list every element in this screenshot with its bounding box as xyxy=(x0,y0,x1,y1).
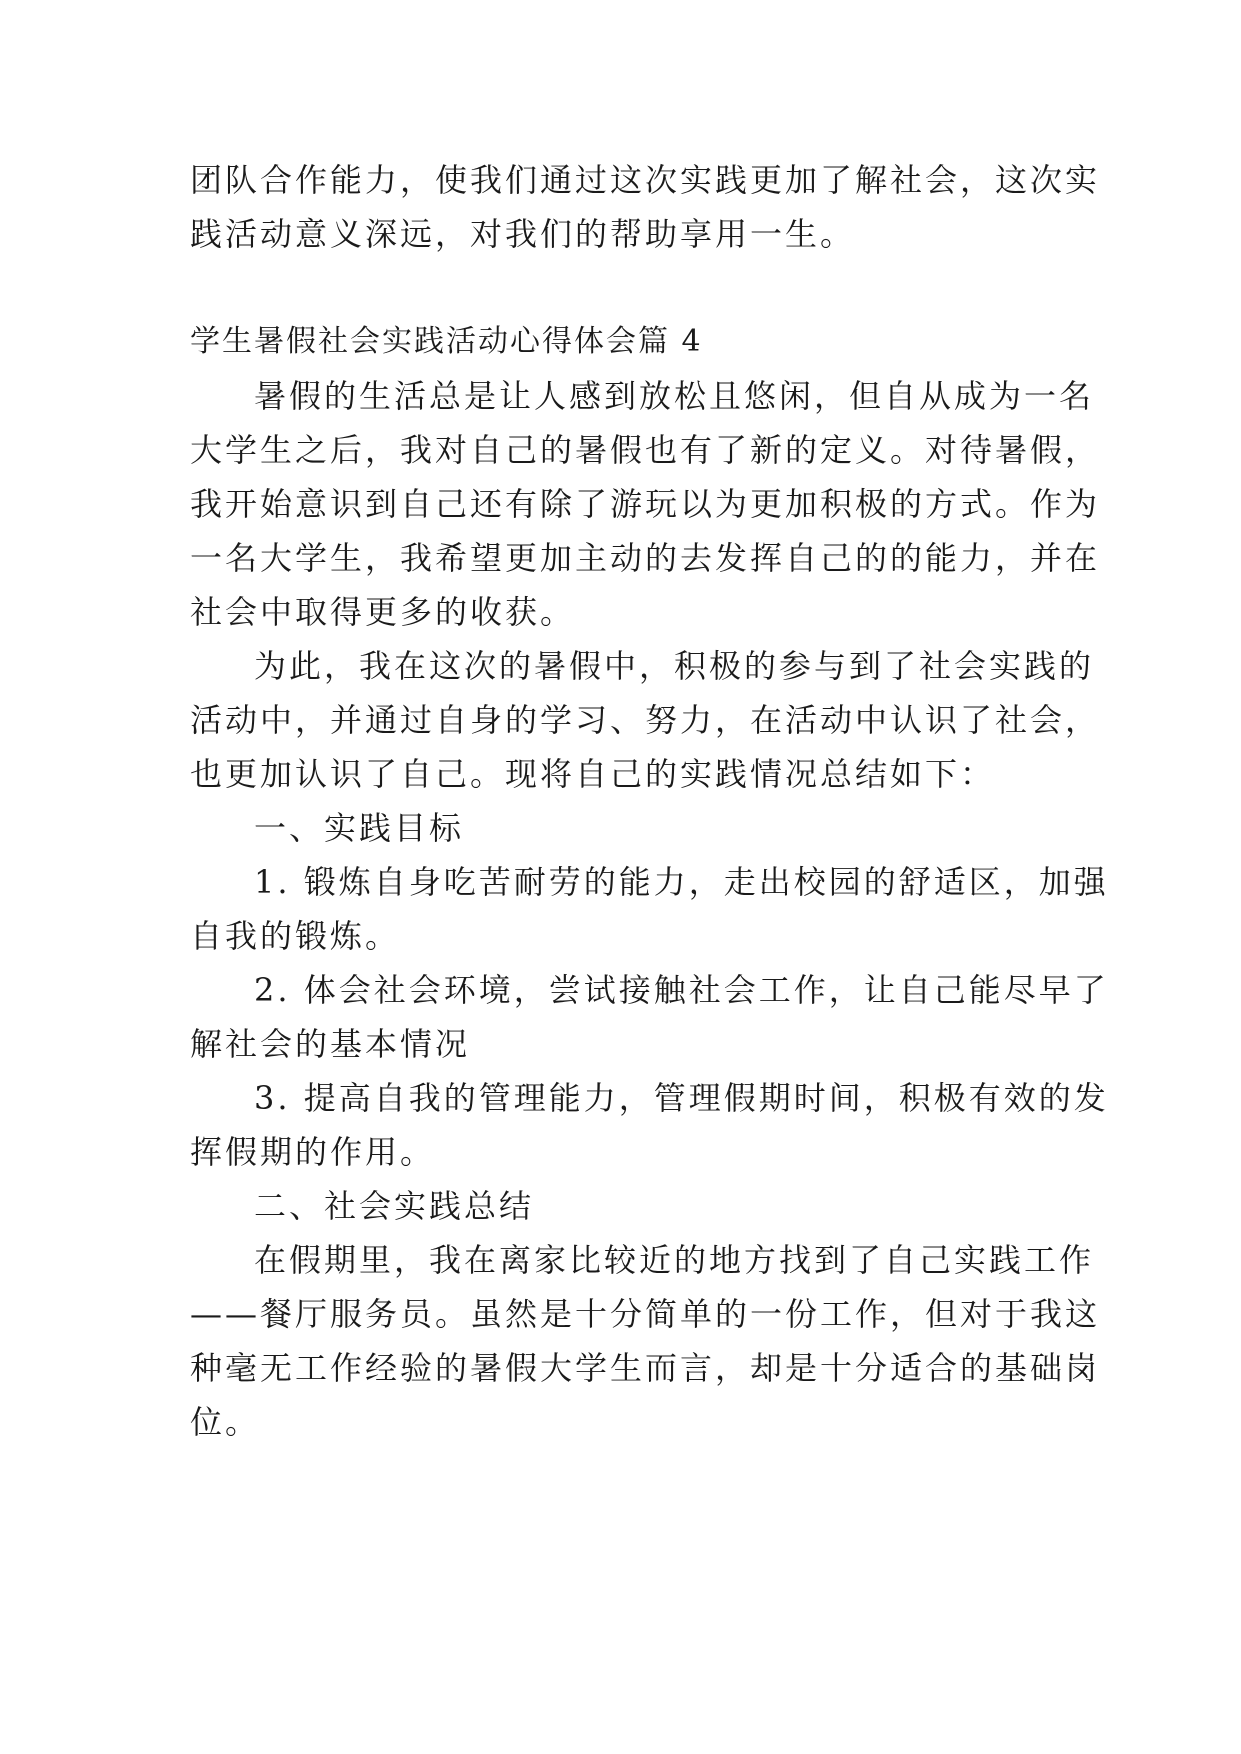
paragraph-line: 暑假的生活总是让人感到放松且悠闲，但自从成为一名 xyxy=(254,377,1095,415)
paragraph-line: 在假期里，我在离家比较近的地方找到了自己实践工作 xyxy=(254,1241,1095,1279)
paragraph-line: 活动中，并通过自身的学习、努力，在活动中认识了社会， xyxy=(190,701,1101,739)
list-item-line: 自我的锻炼。 xyxy=(190,917,401,955)
paragraph-line: 社会中取得更多的收获。 xyxy=(190,593,576,631)
paragraph-line: 位。 xyxy=(190,1403,261,1441)
continuation-line: 团队合作能力，使我们通过这次实践更加了解社会，这次实 xyxy=(190,161,1101,199)
subheading: 一、实践目标 xyxy=(254,809,465,847)
paragraph-line: 也更加认识了自己。现将自己的实践情况总结如下： xyxy=(190,755,996,793)
paragraph-line: 我开始意识到自己还有除了游玩以为更加积极的方式。作为 xyxy=(190,485,1101,523)
list-item-line: 1. 锻炼自身吃苦耐劳的能力，走出校园的舒适区，加强 xyxy=(254,863,1109,901)
list-item-line: 解社会的基本情况 xyxy=(190,1025,471,1063)
list-item-line: 3. 提高自我的管理能力，管理假期时间，积极有效的发 xyxy=(254,1079,1109,1117)
section-title: 学生暑假社会实践活动心得体会篇 4 xyxy=(190,324,703,359)
paragraph-line: ——餐厅服务员。虽然是十分简单的一份工作，但对于我这 xyxy=(190,1295,1101,1333)
subheading: 二、社会实践总结 xyxy=(254,1187,535,1225)
paragraph-line: 种毫无工作经验的暑假大学生而言，却是十分适合的基础岗 xyxy=(190,1349,1101,1387)
list-item-line: 2. 体会社会环境，尝试接触社会工作，让自己能尽早了 xyxy=(254,971,1109,1009)
continuation-line: 践活动意义深远，对我们的帮助享用一生。 xyxy=(190,215,856,253)
paragraph-line: 为此，我在这次的暑假中，积极的参与到了社会实践的 xyxy=(254,647,1095,685)
paragraph-line: 一名大学生，我希望更加主动的去发挥自己的的能力，并在 xyxy=(190,539,1101,577)
list-item-line: 挥假期的作用。 xyxy=(190,1133,436,1171)
paragraph-line: 大学生之后，我对自己的暑假也有了新的定义。对待暑假， xyxy=(190,431,1101,469)
